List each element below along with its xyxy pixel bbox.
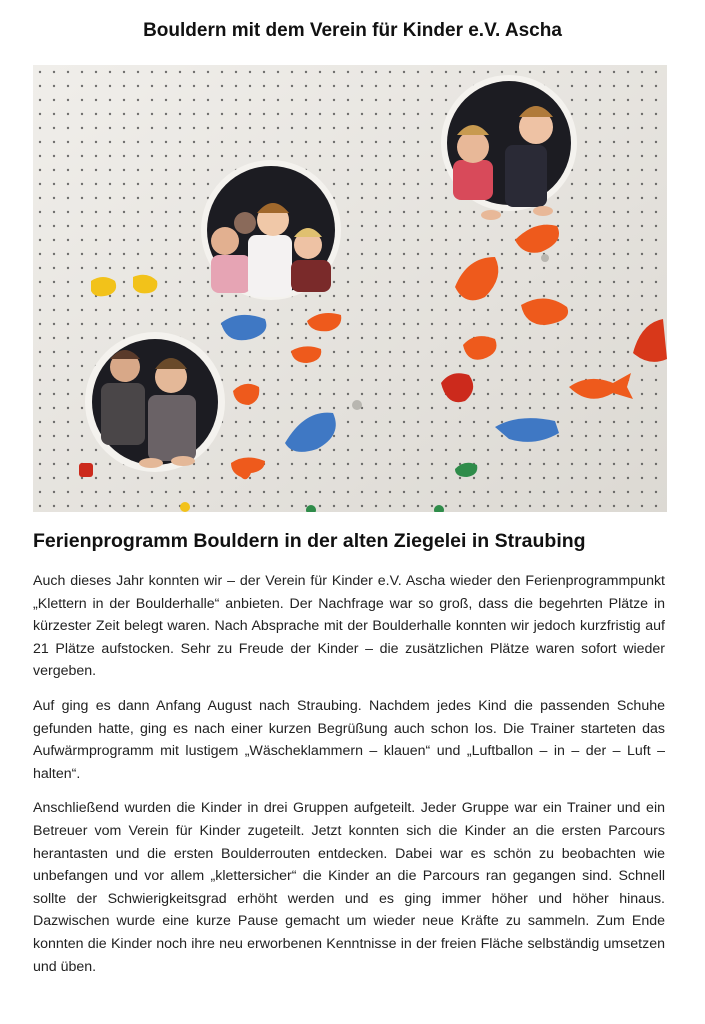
paragraph-3: Anschließend wurden die Kinder in drei Gruppen aufgeteilt. Jeder Gruppe war ein Trainer und ein Betreuer vom Verein für Kinder zugeteilt. Jetzt konnten sich die Kinder an die ersten Parcours herantasten und die ersten Boulderrouten entdecken. Dabei war es schön zu beobachten wie unbefangen und vor allem „klettersicher“ die Kinder an die Parcours ran gegangen sind. Schnell sollte der Schwierigkeitsgrad erhöht werden und es ging immer höher und höher hinaus. Dazwischen wurde eine kurze Pause gemacht um wieder neue Kräfte zu sammeln. Zum Ende konnten die Kinder noch ihre neu erworbenen Kenntnisse in der freien Fläche selbständig umsetzen und üben. bbox=[33, 800, 665, 975]
article-title: Ferienprogramm Bouldern in der alten Ziegelei in Straubing bbox=[33, 530, 586, 552]
paragraph-1: Auch dieses Jahr konnten wir – der Verein für Kinder e.V. Ascha wieder den Ferienprogrammpunkt „Klettern in der Boulderhalle“ anbieten. Der Nachfrage war so groß, dass die begehrten Plätze in kürzester Zeit belegt waren. Nach Absprache mit der Boulderhalle konnten wir jedoch kurzfristig auf 21 Plätze aufstocken. Sehr zu Freude der Kinder – die zusätzlichen Plätze waren sofort wieder vergeben. bbox=[33, 573, 665, 680]
climbing-wall-photo bbox=[33, 65, 667, 512]
hole-bottom-left bbox=[85, 332, 225, 472]
hole-middle bbox=[201, 160, 341, 300]
article-body bbox=[33, 570, 665, 990]
paragraph-2: Auf ging es dann Anfang August nach Straubing. Nachdem jedes Kind die passenden Schuhe gefunden hatte, ging es nach einer kurzen Begrüßung auch schon los. Die Trainer starteten das Aufwärmprogramm mit lustigem „Wäscheklammern – klauen“ und „Luftballon – in – der – Luft – halten“. bbox=[33, 697, 665, 782]
page-title: Bouldern mit dem Verein für Kinder e.V. Ascha bbox=[143, 20, 562, 41]
